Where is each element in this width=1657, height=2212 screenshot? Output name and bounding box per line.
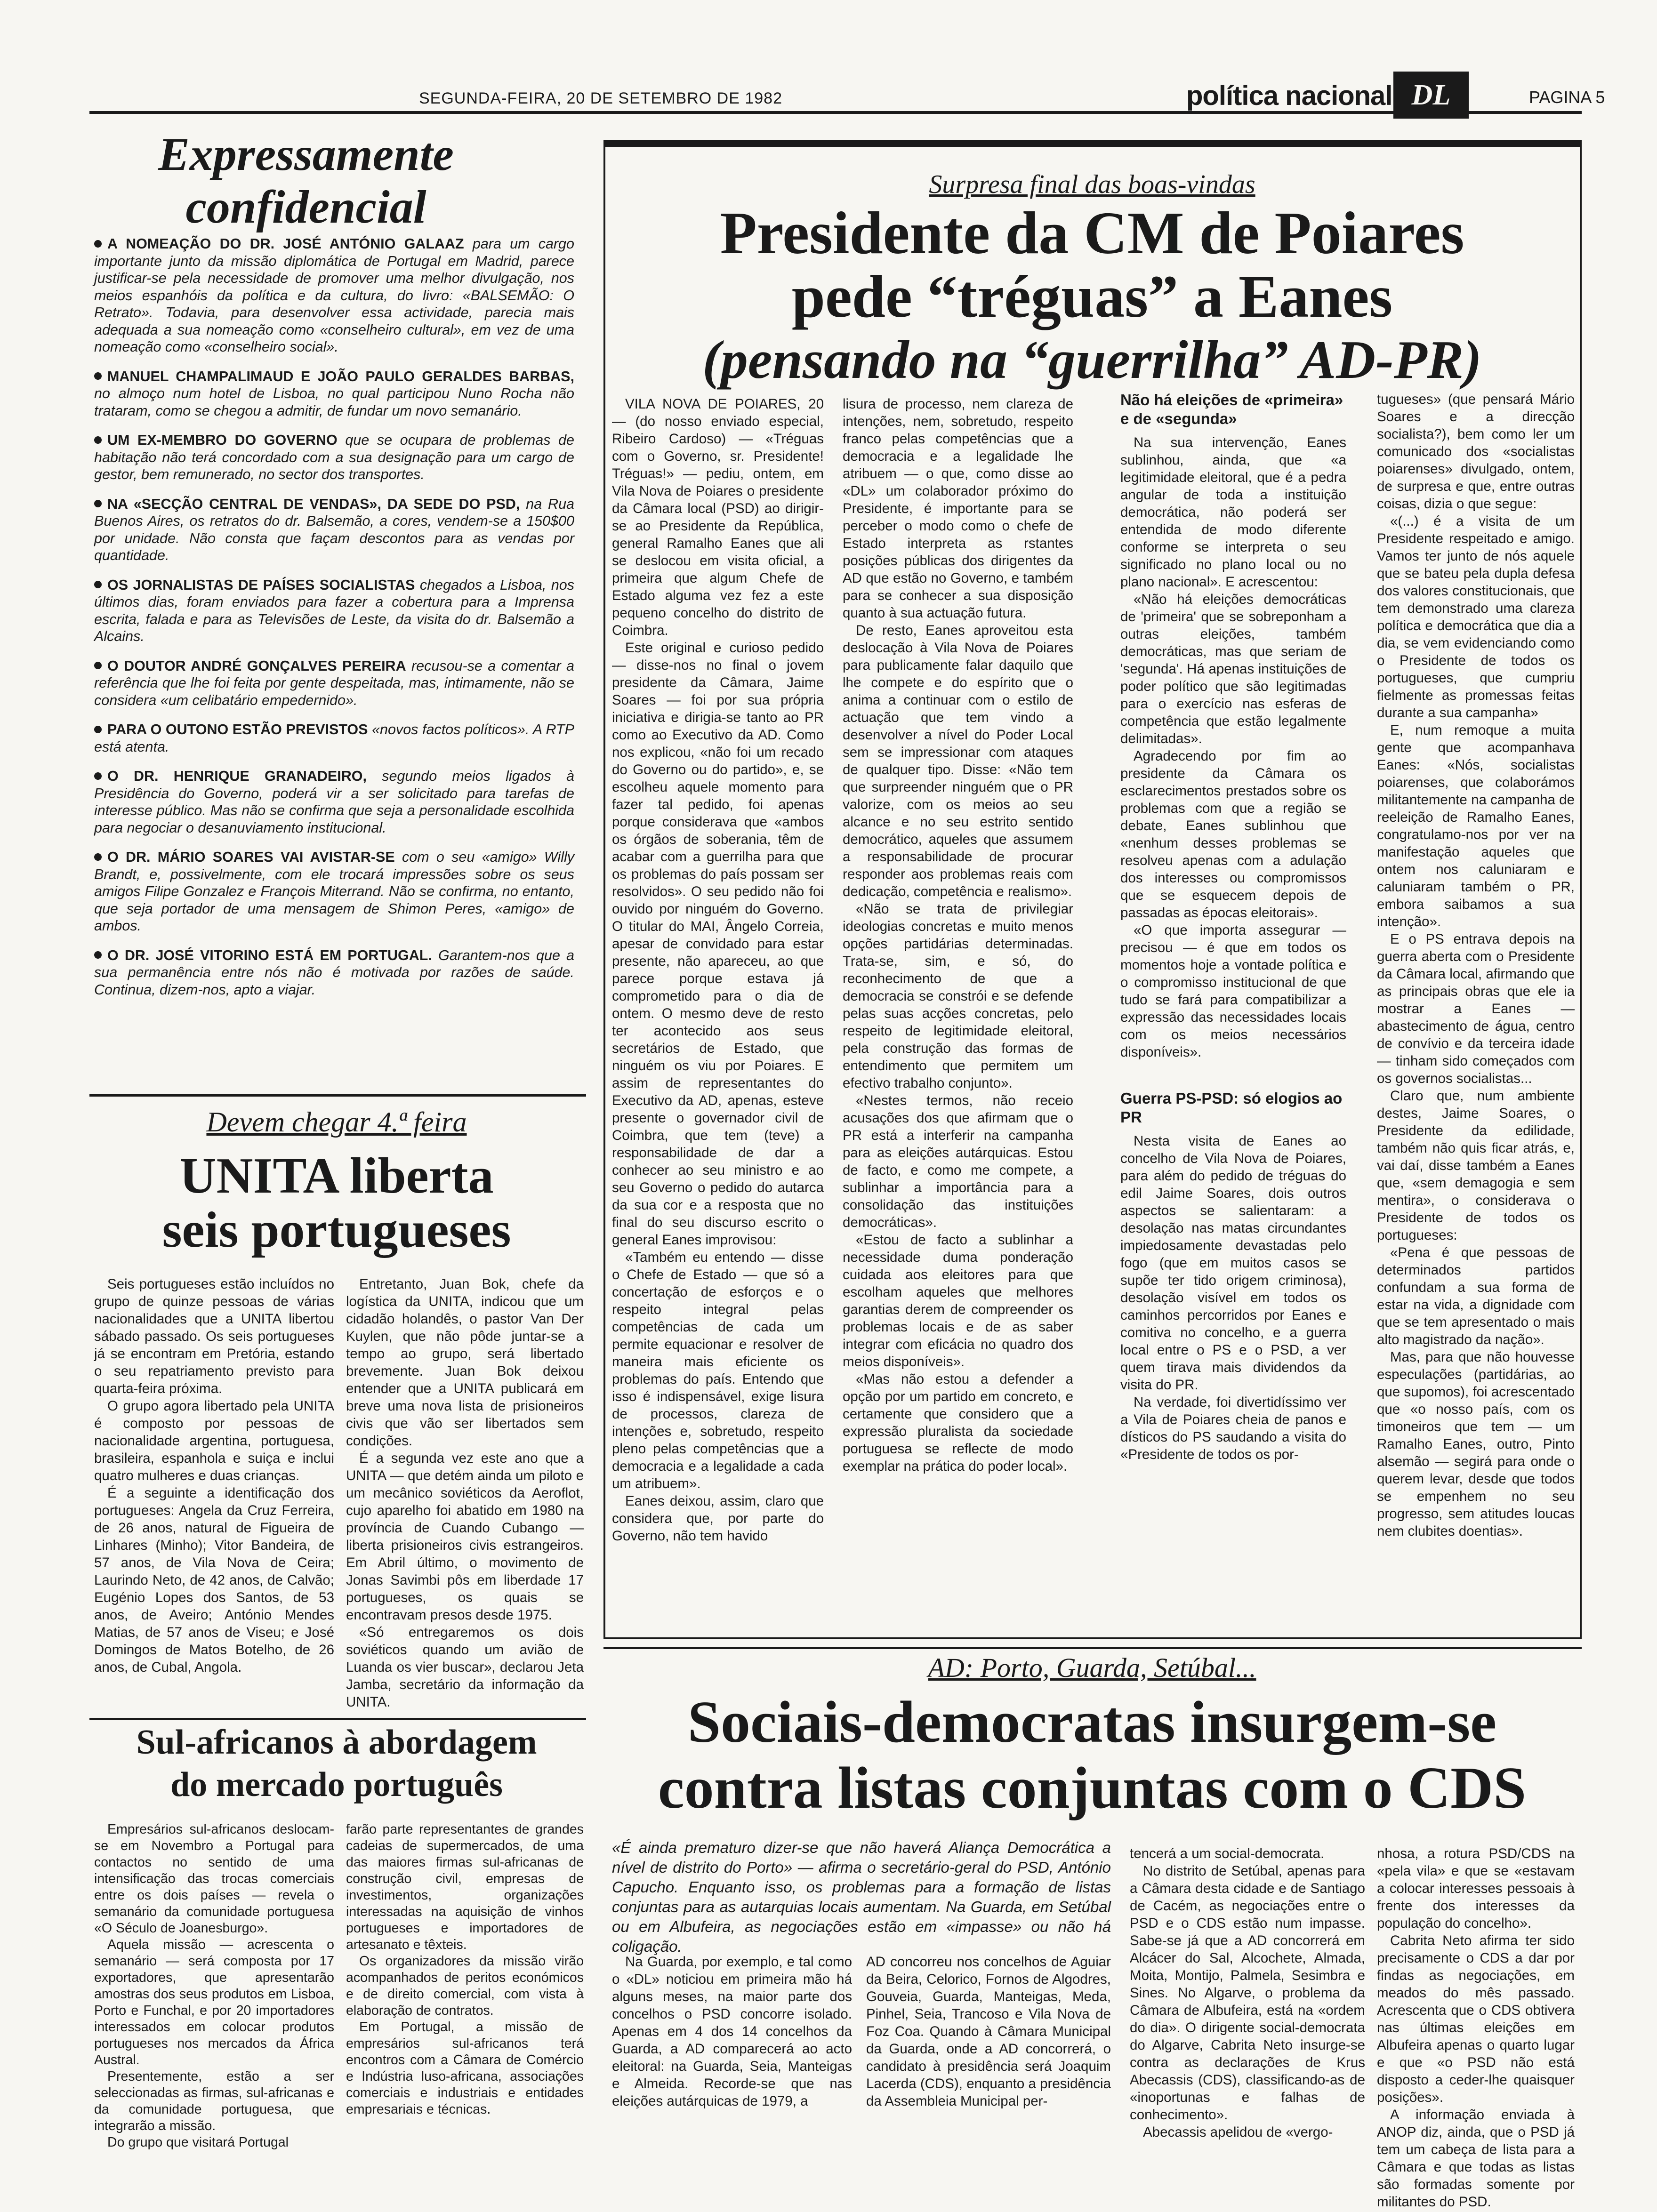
spacer [1120, 1061, 1346, 1089]
item-text: com o seu «amigo» Willy Brandt, e, possivelmente, com ele trocará impressões sobre os seus amigos Filipe Gonzalez e François Miterrand. Não se confirma, no entanto, que seja portador de uma mensagem de Shimon Peres, «amigo» de ambos. [94, 849, 574, 934]
body-paragraph: Claro que, num ambiente destes, Jaime Soares, o Presidente da edilidade, também não quis ficar atrás, e, vai daí, disse também a Eanes que, «sem demagogia e sem mentira», o considerava o Presidente de todos os portugueses: [1377, 1088, 1575, 1243]
subheading: Não há eleições de «primeira» e de «segunda» [1120, 391, 1343, 427]
item-text: segundo meios ligados à Presidência do Governo, poderá vir a ser solicitado para tarefas de interesse público. Mas não se confirma que seja a personalidade escolhida para negociar o desanuviamento institucional. [94, 768, 574, 836]
body-paragraph: «O que importa assegurar — precisou — é que em todos os momentos hoje a vontade política e o compromisso institucional de que tudo se fará para compatibilizar a expressão das necessidades locais com os meios necessários disponíveis». [1120, 922, 1346, 1060]
bullet-icon [94, 372, 102, 380]
cds-column-3 [1130, 1845, 1365, 2198]
item-lead: O DR. MÁRIO SOARES VAI AVISTAR-SE [107, 849, 395, 865]
bullet-icon [94, 662, 102, 669]
bullet-icon [94, 951, 102, 959]
bullet-icon [94, 581, 102, 588]
poiares-box-top [603, 140, 1582, 147]
item-lead: O DR. HENRIQUE GRANADEIRO, [107, 768, 367, 784]
cds-kicker: AD: Porto, Guarda, Setúbal... [928, 1652, 1256, 1683]
body-paragraph: «Mas não estou a defender a opção por um partido em concreto, e certamente que considero que a expressão pluralista da sociedade portuguesa se reflecte de modo exemplar na prática do poder local». [843, 1371, 1073, 1474]
body-paragraph: Os organizadores da missão virão acompanhados de peritos económicos e de direito comercial, com vista à elaboração de contratos. [346, 1954, 584, 2018]
item-text: Garantem-nos que a sua permanência entre nós não é motivada por razões de saúde. Continua, dizem-nos, apto a viajar. [94, 947, 574, 998]
section-title: política nacional [1186, 80, 1392, 111]
body-paragraph: lisura de processo, nem clareza de intenções, nem, sobretudo, respeito franco pelas competências que a democracia e a legalidade lhe atribuem — o que, como disse ao «DL» um colaborador próximo do Presidente, é importante para se perceber o modo como o chefe de Estado interpreta as rstantes posições públicas dos dirigentes da AD que estão no Governo, e também para se conhecer a sua disposição quanto à sua actuação futura. [843, 396, 1073, 621]
body-paragraph: Eanes deixou, assim, claro que considera que, por parte do Governo, não tem havido [612, 1493, 824, 1544]
confidential-item [94, 577, 574, 645]
page-number: PAGINA 5 [1529, 88, 1605, 107]
body-paragraph: «(...) é a visita de um Presidente respeitado e amigo. Vamos ter junto de nós aquele que se bateu pela dupla defesa dos valores constitucionais, que tem demonstrado uma clareza política e democrática que dia a dia, se vem evidenciando como o Presidente de todos os portugueses, que cumpriu fielmente as promessas feitas durante a sua campanha» [1377, 513, 1575, 721]
item-lead: UM EX-MEMBRO DO GOVERNO [107, 432, 338, 448]
sulafricanos-headline-line1: Sul-africanos à abordagem [136, 1723, 537, 1762]
item-text: no almoço num hotel de Lisboa, no qual participou Nuno Rocha não trataram, como se chegou a admitir, de fundar um novo semanário. [94, 385, 574, 419]
body-paragraph: E o PS entrava depois na guerra aberta com o Presidente da Câmara local, afirmando que as principais obras que ele ia mostrar a Eanes — abastecimento de água, centro de convívio e da terceira idade — tinham sido começados com os governos socialistas... [1377, 931, 1575, 1086]
sulafricanos-column-2 [346, 1821, 584, 2198]
confidential-item [94, 368, 574, 420]
poiares-headline-line2: pede “tréguas” a Eanes [791, 263, 1393, 330]
poiares-box-right [1580, 140, 1582, 1639]
unita-headline-line1: UNITA liberta [179, 1148, 494, 1204]
item-lead: PARA O OUTONO ESTÃO PREVISTOS [107, 721, 368, 737]
body-paragraph: Entretanto, Juan Bok, chefe da logística da UNITA, indicou que um cidadão holandês, o pastor Van Der Kuylen, que não pôde juntar-se a tempo ao grupo, será libertado brevemente. Juan Bok deixou entender que a UNITA publicará em breve uma nova lista de prisioneiros civis que vão ser libertados sem condições. [346, 1276, 584, 1449]
poiares-kicker: Surpresa final das boas-vindas [929, 170, 1255, 199]
body-paragraph: O grupo agora libertado pela UNITA é composto por pessoas de nacionalidade argentina, portuguesa, brasileira, espanhola e suiça e inclui quatro mulheres e duas crianças. [94, 1398, 334, 1483]
confidential-item [94, 849, 574, 935]
cds-column-2 [866, 1953, 1111, 2198]
item-lead: O DOUTOR ANDRÉ GONÇALVES PEREIRA [107, 657, 406, 674]
confidential-item [94, 235, 574, 356]
body-paragraph: «Também eu entendo — disse o Chefe de Estado — que só a concertação de esforços e o respeito integral pelas competências de cada um permite equacionar e resolver de maneira mais eficiente os problemas do país. Entendo que isso é indispensável, exige lisura de processos, clareza de intenções e, sobretudo, respeito pleno pelas competências que a democracia e a legalidade a cada um atribuem». [612, 1250, 824, 1491]
confidential-item [94, 947, 574, 999]
item-text: que se ocupara de problemas de habitação não terá concordado com a sua designação para um cargo de gestor, bem remunerado, no sector dos transportes. [94, 432, 574, 482]
body-paragraph: «Só entregaremos os dois soviéticos quando um avião de Luanda os vier buscar», declarou Jeta Jamba, secretário da informação da UNITA. [346, 1625, 584, 1710]
body-paragraph: De resto, Eanes aproveitou esta deslocação à Vila Nova de Poiares para publicamente falar daquilo que lhe compete e do espírito que o anima a continuar com o estilo de actuação que tem vindo a desenvolver a nível do Poder Local sem se impressionar com ataques de qualquer tipo. Disse: «Não tem que surpreender ninguém que o PR valorize, com os meios ao seu alcance e no seu estrito sentido democrático, aqueles que assumem a responsabilidade de procurar responder aos problemas reais com dedicação, competência e realismo». [843, 623, 1073, 899]
body-paragraph: Empresários sul-africanos deslocam-se em Novembro a Portugal para contactos no sentido de uma intensificação das trocas comerciais entre os dois países — revela o semanário da comunidade portuguesa «O Século de Joanesburgo». [94, 1822, 334, 1936]
unita-column-2 [346, 1275, 584, 1713]
body-paragraph: Mas, para que não houvesse especulações (partidárias, ao que supomos), foi acrescentado que «o nosso país, com os timoneiros que tem — um Ramalho Eanes, outro, Pinto alsemão — segirá para onde o querem levar, desde que todos se empenhem no seu progresso, sem atitudes loucas nem clubites doentias». [1377, 1349, 1575, 1539]
bullet-icon [94, 500, 102, 507]
unita-column-1 [94, 1275, 334, 1713]
poiares-column-1 [612, 395, 824, 1628]
body-paragraph: Na sua intervenção, Eanes sublinhou, ainda, que «a legitimidade eleitoral, que é a pedra angular de toda a instituição democrática, não poderá ser entendida de modo diferente conforme se interpreta o seu significado no plano local ou no plano nacional». E acrescentou: [1120, 435, 1346, 590]
body-paragraph: A informação enviada à ANOP diz, ainda, que o PSD já tem um cabeça de lista para a Câmara e que todas as listas são formadas somente por militantes do PSD. [1377, 2107, 1575, 2210]
expressamente-list [94, 235, 574, 1010]
body-paragraph: É a seguinte a identificação dos portugueses: Angela da Cruz Ferreira, de 26 anos, natural de Figueira de Linhares (Minho); Vitor Bandeira, de 57 anos, de Vila Nova de Ceira; Laurindo Neto, de 42 anos, de Calvão; Eugénio Lopes dos Santos, de 53 anos, de Aveiro; António Mendes Matias, de 57 anos de Viseu; e José Domingos de Matos Botelho, de 26 anos, de Cubal, Angola. [94, 1485, 334, 1675]
item-text: recusou-se a comentar a referência que lhe foi feita por gente despeitada, mas, intimamente, não se considera «um celibatário empedernido». [94, 657, 574, 708]
body-paragraph: Aquela missão — acrescenta o semanário — será composta por 17 exportadores, que apresentarão amostras dos seus produtos em Lisboa, Porto e Funchal, e por 20 importadores interessados em colocar produtos portugueses nos mercados da África Austral. [94, 1937, 334, 2068]
body-paragraph: No distrito de Setúbal, apenas para a Câmara desta cidade e de Santiago de Cacém, as negociações entre o PSD e o CDS estão num impasse. Sabe-se já que a AD concorrerá em Alcácer do Sal, Alcochete, Almada, Moita, Montijo, Palmela, Sesimbra e Sines. No Algarve, o problema da Câmara de Albufeira, está na «ordem do dia». O dirigente social-democrata do Algarve, Cabrita Neto insurge-se contra as declarações de Krus Abecassis (CDS), classificando-as de «inoportunas e falhas de conhecimento». [1130, 1863, 1365, 2123]
left-divider-1 [89, 1094, 586, 1097]
body-paragraph: VILA NOVA DE POIARES, 20 — (do nosso enviado especial, Ribeiro Cardoso) — «Tréguas com o Governo, sr. Presidente! Tréguas!» — pediu, ontem, em Vila Nova de Poiares o presidente da Câmara local (PSD) ao dirigir-se ao Presidente da República, general Ramalho Eanes que ali se deslocou em visita oficial, a primeira que algum Chefe de Estado alguma vez fez a este pequeno concelho do distrito de Coimbra. [612, 396, 824, 638]
cds-column-1 [612, 1953, 852, 2198]
body-paragraph: Seis portugueses estão incluídos no grupo de quinze pessoas de várias nacionalidades que a UNITA libertou sábado passado. Os seis portugueses já se encontram em Pretória, estando o seu repatriamento previsto para quarta-feira próxima. [94, 1276, 334, 1396]
body-paragraph: Este original e curioso pedido — disse-nos no final o jovem presidente da Câmara, Jaime Soares — foi por sua própria iniciativa e dirigia-se tanto ao PR como ao Executivo da AD. Como nos explicou, «não foi um recado do Governo ou do partido», e, se escolheu aquele momento para fazer tal pedido, foi apenas porque considerava que «ambos os órgãos de soberania, têm de acabar com a guerrilha para que os problemas do país possam ser resolvidos». O seu pedido não foi ouvido por ninguém do Governo. O titular do MAI, Ângelo Correia, apesar de convidado para estar presente, não apareceu, ao que parece porque estava já comprometido para o dia de ontem. O mesmo deve de resto ter acontecido aos seus secretários de Estado, que ninguém os viu por Poiares. E assim de representantes do Executivo da AD, apenas, esteve presente o governador civil de Coimbra, que tem (teve) a responsabilidade de dar a conhecer ao seu ministro e ao seu Governo o pedido do autarca da sua cor e a resposta que no final do seu discurso escrito o general Eanes improvisou: [612, 640, 824, 1248]
cds-top-rule [603, 1647, 1582, 1649]
bullet-icon [94, 436, 102, 444]
item-lead: O DR. JOSÉ VITORINO ESTÁ EM PORTUGAL. [107, 947, 432, 963]
body-paragraph: Agradecendo por fim ao presidente da Câmara os esclarecimentos prestados sobre os problemas com que a região se debate, Eanes sublinhou que «nenhum desses problemas se resolveu apenas com a adulação dos interesses ou compromissos que se esquecem depois de passadas as épocas eleitorais». [1120, 748, 1346, 921]
body-paragraph: «Não há eleições democráticas de 'primeira' que se sobreponham a outras eleições, também democráticas, mas que seriam de 'segunda'. Há apenas instituições de poder político que são legitimadas para o exercício nas esferas de competência que estão legalmente delimitadas». [1120, 592, 1346, 746]
newspaper-logo: DL [1393, 72, 1469, 119]
poiares-headline-line1: Presidente da CM de Poiares [720, 200, 1464, 266]
sulafricanos-column-1 [94, 1821, 334, 2198]
cds-headline-line2: contra listas conjuntas com o CDS [658, 1755, 1527, 1821]
cds-lead-paragraph: «É ainda prematuro dizer-se que não haverá Aliança Democrática a nível de distrito do Porto» — afirma o secretário-geral do PSD, António Capucho. Enquanto isso, os problemas para a formação de listas conjuntas para as autarquias locais aumentam. Na Guarda, em Setúbal ou em Albufeira, as negociações estão em «impasse» ou não há coligação. [612, 1839, 1111, 1955]
body-paragraph: farão parte representantes de grandes cadeias de supermercados, de uma das maiores firmas sul-africanas de construção civil, empresas de investimentos, organizações interessadas na aquisição de vinhos portugueses e importadores de artesanato e têxteis. [346, 1822, 584, 1952]
left-divider-2 [89, 1718, 586, 1720]
poiares-column-2 [843, 395, 1073, 1628]
item-text: chegados a Lisboa, nos últimos dias, foram enviados para fazer a cobertura para a Imprensa escrita, falada e para as Televisões de Leste, da visita do dr. Balsemão a Alcains. [94, 577, 574, 644]
confidential-item [94, 657, 574, 709]
item-text: «novos factos políticos». A RTP está atenta. [94, 721, 574, 755]
confidential-item [94, 432, 574, 483]
expressamente-title: Expressamente confidencial [158, 128, 454, 233]
bullet-icon [94, 240, 102, 248]
body-paragraph: Cabrita Neto afirma ter sido precisamente o CDS a dar por findas as negociações, em meados do mês passado. Acrescenta que o CDS obtivera nas últimas eleições em Albufeira apenas o quarto lugar e que «o PSD não está disposto a ceder-lhe quaisquer posições». [1377, 1933, 1575, 2105]
body-paragraph: Nesta visita de Eanes ao concelho de Vila Nova de Poiares, para além do pedido de tréguas do edil Jaime Soares, dois outros aspectos se salientaram: a desolação nas matas circundantes impiedosamente devastadas pelo fogo (que em muitos casos se supõe ter tido origem criminosa), desolação visível em todos os caminhos percorridos por Eanes e comitiva no concelho, e a guerra local entre o PS e o PSD, a ver quem tirava mais dividendos da visita do PR. [1120, 1133, 1346, 1393]
body-paragraph: AD concorreu nos concelhos de Aguiar da Beira, Celorico, Fornos de Algodres, Gouveia, Guarda, Manteigas, Meda, Pinhel, Seia, Trancoso e Vila Nova de Foz Coa. Quando à Câmara Municipal da Guarda, onde a AD concorrerá, o candidato à presidência será Joaquim Lacerda (CDS), enquanto a presidência da Assembleia Municipal per- [866, 1954, 1111, 2109]
body-paragraph: «Pena é que pessoas de determinados partidos confundam a sua forma de estar na vida, a dignidade com que se tem apresentado o mais alto magistrado da nação». [1377, 1245, 1575, 1347]
body-paragraph: Presentemente, estão a ser seleccionadas as firmas, sul-africanas e da comunidade portuguesa, que integrarão a missão. [94, 2069, 334, 2133]
poiares-box-left [603, 140, 605, 1639]
confidential-item [94, 496, 574, 564]
body-paragraph: Em Portugal, a missão de empresários sul-africanos terá encontros com a Câmara de Comércio e Indústria luso-africana, associações comerciais e industriais e entidades empresariais e técnicas. [346, 2020, 584, 2117]
sulafricanos-headline-line2: do mercado português [170, 1765, 503, 1804]
confidential-item [94, 768, 574, 836]
body-paragraph: Na Guarda, por exemplo, e tal como o «DL» noticiou em primeira mão há alguns meses, na maior parte dos concelhos o PSD concorre isolado. Apenas em 4 dos 14 concelhos da Guarda, a AD comparecerá ao acto eleitoral: na Guarda, Seia, Manteigas e Almeida. Recorde-se que nas eleições autárquicas de 1979, a [612, 1954, 852, 2109]
item-lead: NA «SECÇÃO CENTRAL DE VENDAS», DA SEDE DO PSD, [107, 496, 520, 512]
body-paragraph: Na verdade, foi divertidíssimo ver a Vila de Poiares cheia de panos e dísticos do PS saudando a visita do «Presidente de todos os por- [1120, 1395, 1346, 1462]
confidential-item [94, 721, 574, 755]
body-paragraph: Abecassis apelidou de «vergo- [1143, 2124, 1333, 2140]
body-paragraph: «Estou de facto a sublinhar a necessidade duma ponderação cuidada aos eleitores para que escolham aqueles que melhores garantias derem de compreender os problemas locais e de as saber integrar com eficácia no quadro dos meios disponíveis». [843, 1232, 1073, 1370]
poiares-column-3 [1120, 391, 1346, 1628]
body-paragraph: É a segunda vez este ano que a UNITA — que detém ainda um piloto e um mecânico soviéticos da Aeroflot, cujo aparelho foi abatido em 1980 na província de Cuando Cubango — liberta prisioneiros civis estrangeiros. Em Abril último, o movimento de Jonas Savimbi pôs em liberdade 17 portugueses, os quais se encontravam presos desde 1975. [346, 1451, 584, 1623]
body-paragraph: «Não se trata de privilegiar ideologias concretas e muito menos opções partidárias determinadas. Trata-se, sim, e só, do reconhecimento de que a democracia se constrói e se defende pelas suas acções concretas, pelo respeito de legitimidade eleitoral, pela construção das formas de entendimento que permitem um efectivo trabalho conjunto». [843, 901, 1073, 1091]
bullet-icon [94, 726, 102, 733]
unita-kicker: Devem chegar 4.ª feira [206, 1106, 467, 1138]
bullet-icon [94, 772, 102, 780]
poiares-box-bottom [603, 1637, 1582, 1639]
subheading: Guerra PS-PSD: só elogios ao PR [1120, 1090, 1343, 1126]
item-lead: A NOMEAÇÃO DO DR. JOSÉ ANTÓNIO GALAAZ [107, 236, 464, 252]
body-paragraph: tencerá a um social-democrata. [1130, 1846, 1325, 1861]
cds-headline-line1: Sociais-democratas insurgem-se [687, 1690, 1497, 1755]
poiares-column-4 [1377, 391, 1575, 1628]
item-text: na Rua Buenos Aires, os retratos do dr. Balsemão, a cores, vendem-se a 150$00 por unidade. Não consta que façam descontos para as vendas por quantidade. [94, 496, 575, 563]
body-paragraph: tugueses» (que pensará Mário Soares e a direcção socialista?), bem como ler um comunicado dos «socialistas poiarenses» divulgado, ontem, de surpresa e que, entre outras coisas, dizia o que segue: [1377, 392, 1575, 512]
item-text: para um cargo importante junto da missão diplomática de Portugal em Madrid, parece justificar-se pela necessidade de promover uma melhor divulgação, nos meios espanhóis da política e da cultura, do livro: «BALSEMÃO: O Retrato». Todavia, para desenvolver essa actividade, parecia mais adequada a sua nomeação como «conselheiro cultural», em vez de uma nomeação como «conselheiro social». [94, 236, 574, 355]
unita-headline-line2: seis portugueses [162, 1202, 511, 1258]
body-paragraph: Do grupo que visitará Portugal [107, 2135, 289, 2150]
edition-date: SEGUNDA-FEIRA, 20 DE SETEMBRO DE 1982 [419, 89, 782, 107]
body-paragraph: nhosa, a rotura PSD/CDS na «pela vila» e que se «estavam a colocar interesses pessoais à frente dos interesses da população do concelho». [1377, 1846, 1575, 1931]
header-rule [89, 111, 1582, 114]
item-lead: OS JORNALISTAS DE PAÍSES SOCIALISTAS [107, 577, 415, 593]
body-paragraph: «Nestes termos, não receio acusações dos que afirmam que o PR está a interferir na campanha para as eleições autárquicas. Estou de facto, e como me compete, a sublinhar a importância para a consolidação das instituições democráticas». [843, 1093, 1073, 1230]
item-lead: MANUEL CHAMPALIMAUD E JOÃO PAULO GERALDES BARBAS, [107, 368, 574, 385]
body-paragraph: E, num remoque a muita gente que acompanhava Eanes: «Nós, socialistas poiarenses, que colaborámos militantemente na campanha de reeleição de Ramalho Eanes, congratulamo-nos por ver na manifestação aqueles que ontem nos caluniaram e caluniaram também o PR, embora saibamos a sua intenção». [1377, 722, 1575, 930]
cds-column-4 [1377, 1845, 1575, 2210]
poiares-headline-line3: (pensando na “guerrilha” AD-PR) [702, 330, 1482, 390]
bullet-icon [94, 853, 102, 861]
